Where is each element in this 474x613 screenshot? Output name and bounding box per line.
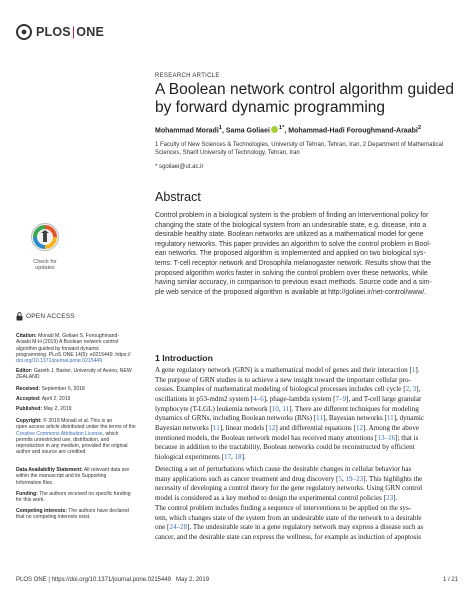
text-line: dynamics of GRNs, including Boolean networks (BNs) [11], Bayesian networks [11], dynamic: [155, 414, 425, 423]
text-line: mentioned models, the Boolean network model has received many attentions [13–16]; that is: [155, 433, 419, 442]
plos-one-logo: [16, 22, 104, 42]
author-name[interactable]: , Sama Goliaei: [222, 127, 270, 135]
citation-ref-link[interactable]: 1: [411, 366, 416, 374]
citation-ref-link[interactable]: 23: [386, 493, 394, 502]
text-line: one [24–28]. The undesirable state in a gene regulatory network may express a disease such as: [155, 523, 424, 532]
text-line: Bayesian networks [11], linear models [12] and differential equations [12]. Among the above: [155, 423, 420, 432]
citation-ref-link[interactable]: 2: [405, 385, 410, 394]
affiliations: 1 Faculty of New Sciences & Technologies, University of Tehran, Tehran, Iran, 2 Department of Mathematical Sciences, Sharif University of Technology, Tehran, Iran: [155, 142, 444, 156]
citation-block: Citation: Moradi M, Goliaei S, Foroughmand- Araabi M-H (2019) A Boolean network control algorithm guided by forward dynamic programming. PLoS ONE 14(5): e0215449. https:// doi.org/10.1371/journal.pone.0215449: [16, 333, 131, 365]
text-line: model is considered as a key method to design the experimental control policies [23].: [155, 493, 398, 502]
citation-ref-link[interactable]: 7–9: [335, 394, 347, 403]
footer-date: May 2, 2019: [176, 577, 210, 583]
text-line: necessity of developing a control theory for the gene regulatory networks. Using GRN control: [155, 484, 423, 493]
text-line: The purpose of GRN studies is to achieve a new insight toward the important cellular pro-: [155, 375, 411, 384]
footer-journal: PLOS ONE: [16, 577, 47, 583]
abstract-text: Control problem in a biological system is the problem of finding an interventional policy for changing the state of the biological system from an undesirable state, e.g. disease, into a desirable healthy state. Boolean networks are utilized as a mathematical model for gene regulatory networks. This paper provides an algorithm to solve the control problem in Bool- ean networks. The proposed algorithm is implemented and applied on two biological sys- tems: T-cell receptor network and Drosophila melanogaster network. Results show that the proposed algorithm works faster in solving the control problem over these networks, while having similar accuracy, in comparison to previous exact methods. Source code and a sim- ple web service of the proposed algorithm is available at http://goliaei.ir/net-control/www/.: [155, 212, 432, 296]
text-line: biological experiments [17, 18].: [155, 452, 246, 461]
author-name[interactable]: Mohammad Moradi: [155, 127, 219, 135]
author-name[interactable]: , Mohammad-Hadi Foroughmand-Araabi: [284, 127, 418, 135]
intro-paragraph-2: [155, 465, 459, 504]
cc-license-link[interactable]: Creative Commons Attribution License: [16, 430, 103, 437]
page-footer: PLOS ONE | https://doi.org/10.1371/journal.pone.0215449 May 2, 2019 1 / 21: [16, 577, 458, 583]
open-access-lock-icon: [16, 312, 23, 321]
text-line: lymphocyte (T-LGL) leukemia network [10, 11]. There are different techniques for modeling: [155, 404, 419, 413]
citation-ref-link[interactable]: 24–28: [169, 523, 188, 532]
article-type: RESEARCH ARTICLE: [155, 73, 220, 79]
citation-doi-link[interactable]: doi.org/10.1371/journal.pone.0215449: [16, 358, 103, 365]
received-date: Received: September 6, 2018: [16, 386, 85, 392]
text-line: Detecting a set of perturbations which cause the desirable changes in cellular behavior has: [155, 465, 412, 473]
citation-ref-link[interactable]: 11: [316, 414, 324, 423]
check-for-updates-badge[interactable]: Check for updates: [25, 222, 65, 280]
article-title: A Boolean network control algorithm guided by forward dynamic programming: [155, 81, 454, 116]
citation-ref-link[interactable]: 11: [282, 404, 290, 413]
citation-ref-link[interactable]: 13–16: [377, 433, 396, 442]
published-date: Published: May 2, 2019: [16, 406, 72, 412]
editor-block: Editor: Gareth J. Baxter, University of Aveiro, NEW ZEALAND: [16, 368, 132, 381]
page-number: 1 / 21: [442, 577, 458, 583]
citation-ref-link[interactable]: 11: [212, 423, 220, 432]
text-line: many applications such as cancer treatment and drug discovery [5, 19–23]. This highlights the: [155, 474, 423, 483]
competing-interests-block: Competing interests: The authors have declared that no competing interests exist.: [16, 508, 129, 521]
citation-ref-link[interactable]: 4–6: [253, 394, 264, 403]
text-line: because in addition to the tractability, Boolean networks could be reconstructed by efficient: [155, 443, 415, 452]
intro-paragraph-1: [155, 366, 459, 463]
author-list: Mohammad Moradi$^1$, Sama Goliaei $^{1*}$, Mohammad-Hadi Foroughmand-Araabi$^2$: [155, 125, 422, 135]
citation-ref-link[interactable]: 19–23: [345, 474, 364, 483]
accepted-date: Accepted: April 2, 2019: [16, 396, 71, 402]
text-line: cesses. Examples of mathematical modeling of biological processes includes cell cycle [2, 3],: [155, 385, 421, 394]
citation-ref-link[interactable]: 12: [268, 423, 276, 432]
text-line: oscillations in p53-mdm2 system [4–6], phage-lambda system [7–9], and T-cell large granular: [155, 394, 422, 403]
data-availability-block: Data Availability Statement: All relevant data are within the manuscript and its Supporting Information files.: [16, 467, 130, 486]
citation-ref-link[interactable]: 12: [355, 423, 364, 432]
intro-paragraph-3: [155, 504, 459, 543]
check-for-updates-icon: [30, 222, 60, 252]
text-line: cancer, and the desirable state can express the wellness, for example as induction of apoptosis: [155, 532, 422, 541]
citation-ref-link[interactable]: 17: [223, 452, 232, 461]
plos-logo-icon: [16, 24, 32, 40]
citation-ref-link[interactable]: 18: [234, 452, 242, 461]
orcid-icon[interactable]: [271, 126, 278, 133]
logo-text: PLOS|ONE: [36, 25, 104, 39]
funding-block: Funding: The authors received no specific funding for this work.: [16, 491, 131, 504]
citation-ref-link[interactable]: 10: [271, 404, 279, 413]
text-line: tem, which changes state of the system from an undesirable state of the network to a desirable: [155, 513, 422, 522]
footer-doi-link[interactable]: https://doi.org/10.1371/journal.pone.0215449: [51, 577, 172, 583]
citation-ref-link[interactable]: 5: [338, 474, 342, 483]
text-line: The control problem includes finding a sequence of interventions to be applied on the sys-: [155, 504, 412, 512]
citation-ref-link[interactable]: 3: [412, 385, 417, 394]
citation-ref-link[interactable]: 11: [386, 414, 394, 423]
copyright-block: Copyright: © 2019 Moradi et al. This is an open access article distributed under the terms of the Creative Commons Attribution License, which permits unrestricted use, distribution, and reproduction in any medium, provided the original author and source are credited.: [16, 418, 136, 456]
corresponding-email[interactable]: * sgoliaei@ut.ac.ir: [155, 164, 204, 170]
abstract-heading: Abstract: [155, 190, 201, 204]
text-line: A gene regulatory network (GRN) is a mathematical model of genes and their interaction [1].: [155, 366, 420, 374]
section-heading-introduction: 1 Introduction: [155, 353, 213, 363]
open-access-label: OPEN ACCESS: [16, 312, 75, 321]
